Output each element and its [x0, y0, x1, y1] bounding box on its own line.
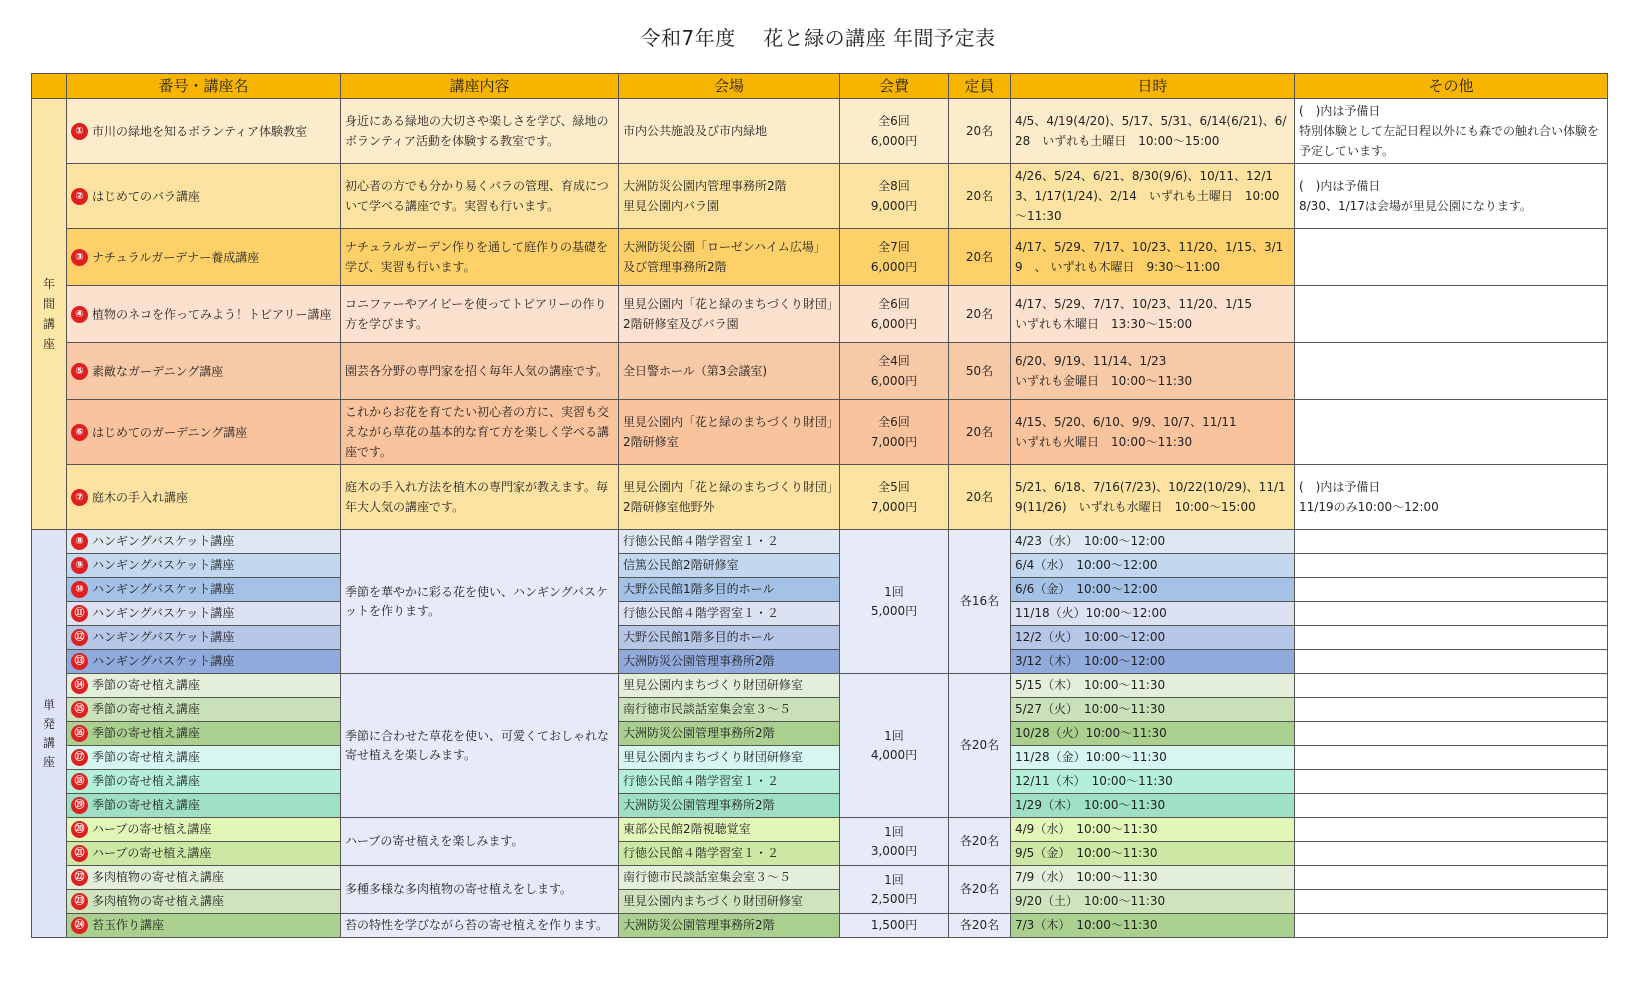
course-name-cell	[67, 770, 341, 794]
course-number-badge: ⑱	[71, 773, 88, 790]
header-capacity: 定員	[949, 74, 1011, 99]
course-datetime: 4/5、4/19(4/20)、5/17、5/31、6/14(6/21)、6/28 いずれも土曜日 10:00～15:00	[1011, 99, 1295, 164]
course-number-badge: ⑫	[71, 629, 88, 646]
course-number-badge: ③	[71, 249, 88, 266]
annual-course-row	[32, 465, 1608, 530]
course-datetime: 4/26、5/24、6/21、8/30(9/6)、10/11、12/13、1/17(1/24)、2/14 いずれも土曜日 10:00～11:30	[1011, 164, 1295, 229]
course-number-badge: ⑨	[71, 557, 88, 574]
annual-course-row	[32, 286, 1608, 343]
course-name: 庭木の手入れ講座	[92, 490, 189, 505]
group-label-char: 発	[42, 716, 55, 731]
header-datetime: 日時	[1011, 74, 1295, 99]
course-name-cell	[67, 229, 341, 286]
course-other	[1295, 530, 1608, 554]
course-name-cell	[67, 99, 341, 164]
course-content: ハーブの寄せ植えを楽しみます。	[341, 818, 619, 866]
course-name: ハンギングバスケット講座	[92, 558, 235, 572]
course-datetime: 7/3（木） 10:00～11:30	[1011, 914, 1295, 938]
course-number-badge: ⑲	[71, 797, 88, 814]
course-name-cell	[67, 914, 341, 938]
course-datetime: 5/27（火） 10:00～11:30	[1011, 698, 1295, 722]
course-venue: 大洲防災公園「ローゼンハイム広場」及び管理事務所2階	[619, 229, 840, 286]
group-label-char: 年	[42, 277, 55, 291]
course-name-cell	[67, 890, 341, 914]
course-capacity: 20名	[949, 286, 1011, 343]
course-name-cell	[67, 530, 341, 554]
course-fee: 全5回 7,000円	[840, 465, 949, 530]
course-other: ( )内は予備日 11/19のみ10:00～12:00	[1295, 465, 1608, 530]
course-other	[1295, 602, 1608, 626]
course-name: 市川の緑地を知るボランティア体験教室	[92, 124, 308, 139]
course-other	[1295, 554, 1608, 578]
header-other: その他	[1295, 74, 1608, 99]
single-course-row	[32, 578, 1608, 602]
course-content: 庭木の手入れ方法を植木の専門家が教えます。毎年大人気の講座です。	[341, 465, 619, 530]
header-row	[32, 74, 1608, 99]
course-datetime: 11/18（火）10:00～12:00	[1011, 602, 1295, 626]
single-course-row	[32, 626, 1608, 650]
course-datetime: 4/17、5/29、7/17、10/23、11/20、1/15、3/19 、 いずれも木曜日 9:30～11:00	[1011, 229, 1295, 286]
course-name-cell	[67, 794, 341, 818]
course-number-badge: ⑳	[71, 821, 88, 838]
course-number-badge: ①	[71, 123, 88, 140]
course-name-cell	[67, 465, 341, 530]
course-name: 素敵なガーデニング講座	[92, 364, 224, 379]
course-fee: 全6回 6,000円	[840, 286, 949, 343]
single-course-row	[32, 818, 1608, 842]
course-other	[1295, 286, 1608, 343]
course-venue: 大野公民館1階多目的ホール	[619, 626, 840, 650]
group-single-label	[32, 530, 67, 938]
course-name: 多肉植物の寄せ植え講座	[92, 894, 225, 908]
course-number-badge: ⑰	[71, 749, 88, 766]
course-datetime: 4/15、5/20、6/10、9/9、10/7、11/11 いずれも火曜日 10:00～11:30	[1011, 400, 1295, 465]
course-other	[1295, 626, 1608, 650]
course-venue: 大洲防災公園管理事務所2階	[619, 914, 840, 938]
course-venue: 市内公共施設及び市内緑地	[619, 99, 840, 164]
group-label-char: 座	[42, 337, 55, 351]
course-name-cell	[67, 842, 341, 866]
course-name: はじめてのガーデニング講座	[92, 425, 248, 440]
course-venue: 東部公民館2階視聴覚室	[619, 818, 840, 842]
course-name: ハーブの寄せ植え講座	[92, 822, 212, 836]
course-number-badge: ④	[71, 306, 88, 323]
course-other	[1295, 866, 1608, 890]
course-content: 初心者の方でも分かり易くバラの管理、育成について学べる講座です。実習も行います。	[341, 164, 619, 229]
course-content: 身近にある緑地の大切さや楽しさを学び、緑地のボランティア活動を体験する教室です。	[341, 99, 619, 164]
annual-course-row	[32, 229, 1608, 286]
course-number-badge: ⑦	[71, 489, 88, 506]
course-number-badge: ㉓	[71, 893, 88, 910]
single-course-row	[32, 842, 1608, 866]
course-fee: 1回 3,000円	[840, 818, 949, 866]
course-other	[1295, 746, 1608, 770]
annual-course-row	[32, 164, 1608, 229]
course-number-badge: ⑩	[71, 581, 88, 598]
course-name-cell	[67, 343, 341, 400]
course-fee: 全6回 7,000円	[840, 400, 949, 465]
course-datetime: 6/6（金） 10:00～12:00	[1011, 578, 1295, 602]
course-fee: 全7回 6,000円	[840, 229, 949, 286]
course-datetime: 1/29（木） 10:00～11:30	[1011, 794, 1295, 818]
course-name: 植物のネコを作ってみよう！トピアリー講座	[92, 307, 332, 322]
group-label-char: 間	[42, 297, 55, 311]
course-capacity: 各20名	[949, 674, 1011, 818]
course-number-badge: ⑥	[71, 424, 88, 441]
course-venue: 信篤公民館2階研修室	[619, 554, 840, 578]
course-content: 園芸各分野の専門家を招く毎年人気の講座です。	[341, 343, 619, 400]
course-name-cell	[67, 602, 341, 626]
group-annual-label	[32, 99, 67, 530]
course-other	[1295, 722, 1608, 746]
course-other	[1295, 650, 1608, 674]
course-datetime: 3/12（木） 10:00～12:00	[1011, 650, 1295, 674]
course-name: 季節の寄せ植え講座	[92, 750, 201, 764]
course-other	[1295, 578, 1608, 602]
single-course-row	[32, 602, 1608, 626]
course-venue: 里見公園内まちづくり財団研修室	[619, 890, 840, 914]
course-datetime: 5/15（木） 10:00～11:30	[1011, 674, 1295, 698]
course-name: ハンギングバスケット講座	[92, 630, 235, 644]
course-number-badge: ⑭	[71, 677, 88, 694]
course-capacity: 各20名	[949, 914, 1011, 938]
course-name: はじめてのバラ講座	[92, 189, 201, 204]
group-label-char: 講	[42, 735, 55, 750]
course-other	[1295, 674, 1608, 698]
course-name-cell	[67, 626, 341, 650]
course-name-cell	[67, 866, 341, 890]
course-venue: 行徳公民館４階学習室１・２	[619, 530, 840, 554]
course-capacity: 50名	[949, 343, 1011, 400]
single-course-row	[32, 746, 1608, 770]
course-content: 季節に合わせた草花を使い、可愛くておしゃれな寄せ植えを楽しみます。	[341, 674, 619, 818]
single-course-row	[32, 698, 1608, 722]
course-datetime: 5/21、6/18、7/16(7/23)、10/22(10/29)、11/19(11/26) いずれも水曜日 10:00～15:00	[1011, 465, 1295, 530]
course-venue: 大野公民館1階多目的ホール	[619, 578, 840, 602]
single-course-row	[32, 554, 1608, 578]
course-other	[1295, 343, 1608, 400]
course-name: 多肉植物の寄せ植え講座	[92, 870, 225, 884]
course-venue: 里見公園内「花と緑のまちづくり財団」2階研修室	[619, 400, 840, 465]
course-number-badge: ②	[71, 188, 88, 205]
header-course-name: 番号・講座名	[67, 74, 341, 99]
course-content: 苔の特性を学びながら苔の寄せ植えを作ります。	[341, 914, 619, 938]
course-number-badge: ⑬	[71, 653, 88, 670]
course-other: ( )内は予備日 特別体験として左記日程以外にも森での触れ合い体験を予定しています。	[1295, 99, 1608, 164]
course-name: 季節の寄せ植え講座	[92, 678, 201, 692]
course-datetime: 7/9（水） 10:00～11:30	[1011, 866, 1295, 890]
course-datetime: 9/5（金） 10:00～11:30	[1011, 842, 1295, 866]
course-venue: 里見公園内「花と緑のまちづくり財団」2階研修室及びバラ園	[619, 286, 840, 343]
course-fee: 1回 5,000円	[840, 530, 949, 674]
course-content: これからお花を育てたい初心者の方に、実習も交えながら草花の基本的な育て方を楽しく学べる講座です。	[341, 400, 619, 465]
course-venue: 里見公園内まちづくり財団研修室	[619, 746, 840, 770]
schedule-body	[32, 99, 1608, 938]
course-name-cell	[67, 818, 341, 842]
course-capacity: 20名	[949, 229, 1011, 286]
course-other	[1295, 842, 1608, 866]
course-content: 季節を華やかに彩る花を使い、ハンギングバスケットを作ります。	[341, 530, 619, 674]
single-course-row	[32, 650, 1608, 674]
annual-course-row	[32, 99, 1608, 164]
course-capacity: 20名	[949, 99, 1011, 164]
course-capacity: 20名	[949, 465, 1011, 530]
header-content: 講座内容	[341, 74, 619, 99]
course-venue: 里見公園内まちづくり財団研修室	[619, 674, 840, 698]
single-course-row	[32, 914, 1608, 938]
course-content: コニファーやアイビーを使ってトピアリーの作り方を学びます。	[341, 286, 619, 343]
header-venue: 会場	[619, 74, 840, 99]
course-other	[1295, 890, 1608, 914]
course-name: ハンギングバスケット講座	[92, 654, 235, 668]
course-fee: 1,500円	[840, 914, 949, 938]
course-name-cell	[67, 400, 341, 465]
course-other	[1295, 770, 1608, 794]
course-name-cell	[67, 164, 341, 229]
course-number-badge: ⑧	[71, 533, 88, 550]
course-number-badge: ⑤	[71, 363, 88, 380]
header-fee: 会費	[840, 74, 949, 99]
course-venue: 全日警ホール（第3会議室)	[619, 343, 840, 400]
course-fee: 1回 4,000円	[840, 674, 949, 818]
single-course-row	[32, 770, 1608, 794]
course-capacity: 各20名	[949, 866, 1011, 914]
course-name-cell	[67, 722, 341, 746]
course-fee: 全4回 6,000円	[840, 343, 949, 400]
group-label-char: 座	[42, 754, 55, 769]
single-course-row	[32, 530, 1608, 554]
course-capacity: 各20名	[949, 818, 1011, 866]
course-name: ナチュラルガーデナー養成講座	[92, 250, 260, 265]
course-capacity: 各16名	[949, 530, 1011, 674]
course-datetime: 10/28（火）10:00～11:30	[1011, 722, 1295, 746]
header-group	[32, 74, 67, 99]
course-other	[1295, 400, 1608, 465]
schedule-table	[31, 73, 1608, 938]
course-datetime: 11/28（金）10:00～11:30	[1011, 746, 1295, 770]
single-course-row	[32, 890, 1608, 914]
course-datetime: 6/20、9/19、11/14、1/23 いずれも金曜日 10:00～11:30	[1011, 343, 1295, 400]
course-name: 季節の寄せ植え講座	[92, 798, 201, 812]
course-content: ナチュラルガーデン作りを通して庭作りの基礎を学び、実習も行います。	[341, 229, 619, 286]
course-venue: 行徳公民館４階学習室１・２	[619, 770, 840, 794]
course-number-badge: ㉒	[71, 869, 88, 886]
course-other	[1295, 818, 1608, 842]
single-course-row	[32, 722, 1608, 746]
course-name: 季節の寄せ植え講座	[92, 702, 201, 716]
single-course-row	[32, 866, 1608, 890]
group-label-char: 単	[42, 697, 55, 712]
course-number-badge: ⑪	[71, 605, 88, 622]
course-capacity: 20名	[949, 164, 1011, 229]
course-name: 苔玉作り講座	[92, 918, 165, 932]
course-other	[1295, 914, 1608, 938]
annual-course-row	[32, 343, 1608, 400]
course-venue: 行徳公民館４階学習室１・２	[619, 842, 840, 866]
course-name-cell	[67, 554, 341, 578]
course-fee: 全6回 6,000円	[840, 99, 949, 164]
course-name-cell	[67, 578, 341, 602]
course-venue: 南行徳市民談話室集会室３～５	[619, 866, 840, 890]
course-capacity: 20名	[949, 400, 1011, 465]
course-datetime: 4/17、5/29、7/17、10/23、11/20、1/15 いずれも木曜日 13:30～15:00	[1011, 286, 1295, 343]
annual-course-row	[32, 400, 1608, 465]
course-number-badge: ⑯	[71, 725, 88, 742]
page-title: 令和7年度 花と緑の講座 年間予定表	[640, 26, 996, 50]
course-name: ハンギングバスケット講座	[92, 606, 235, 620]
course-name-cell	[67, 746, 341, 770]
course-other: ( )内は予備日 8/30、1/17は会場が里見公園になります。	[1295, 164, 1608, 229]
course-venue: 里見公園内「花と緑のまちづくり財団」2階研修室他野外	[619, 465, 840, 530]
course-fee: 全8回 9,000円	[840, 164, 949, 229]
course-datetime: 4/9（水） 10:00～11:30	[1011, 818, 1295, 842]
course-number-badge: ㉔	[71, 917, 88, 934]
course-venue: 大洲防災公園管理事務所2階	[619, 722, 840, 746]
course-venue: 大洲防災公園管理事務所2階	[619, 650, 840, 674]
course-venue: 行徳公民館４階学習室１・２	[619, 602, 840, 626]
course-other	[1295, 229, 1608, 286]
course-other	[1295, 698, 1608, 722]
course-datetime: 12/2（火） 10:00～12:00	[1011, 626, 1295, 650]
course-name-cell	[67, 650, 341, 674]
course-venue: 大洲防災公園内管理事務所2階 里見公園内バラ園	[619, 164, 840, 229]
course-datetime: 6/4（水） 10:00～12:00	[1011, 554, 1295, 578]
course-content: 多種多様な多肉植物の寄せ植えをします。	[341, 866, 619, 914]
course-name: ハンギングバスケット講座	[92, 534, 235, 548]
course-fee: 1回 2,500円	[840, 866, 949, 914]
course-venue: 大洲防災公園管理事務所2階	[619, 794, 840, 818]
course-venue: 南行徳市民談話室集会室３～５	[619, 698, 840, 722]
course-datetime: 12/11（木） 10:00～11:30	[1011, 770, 1295, 794]
course-datetime: 4/23（水） 10:00～12:00	[1011, 530, 1295, 554]
course-name-cell	[67, 698, 341, 722]
course-name-cell	[67, 674, 341, 698]
course-name: ハーブの寄せ植え講座	[92, 846, 212, 860]
group-label-char: 講	[42, 317, 55, 331]
single-course-row	[32, 794, 1608, 818]
course-other	[1295, 794, 1608, 818]
course-name: 季節の寄せ植え講座	[92, 774, 201, 788]
course-name: 季節の寄せ植え講座	[92, 726, 201, 740]
course-number-badge: ⑮	[71, 701, 88, 718]
single-course-row	[32, 674, 1608, 698]
course-name-cell	[67, 286, 341, 343]
course-number-badge: ㉑	[71, 845, 88, 862]
course-name: ハンギングバスケット講座	[92, 582, 235, 596]
course-datetime: 9/20（土） 10:00～11:30	[1011, 890, 1295, 914]
